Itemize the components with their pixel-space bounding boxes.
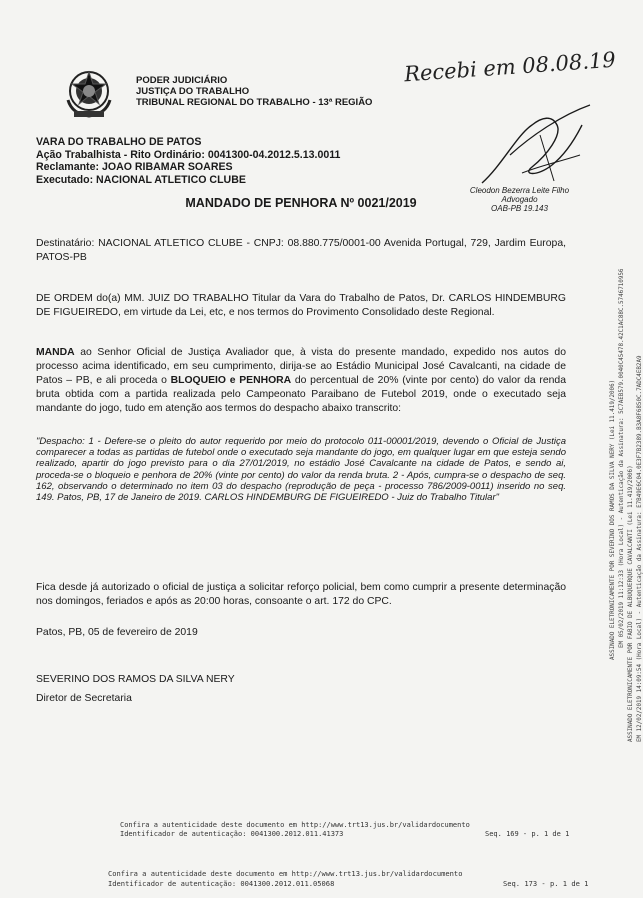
lawyer-name: Cleodon Bezerra Leite Filho bbox=[469, 186, 570, 195]
case-line: Executado: NACIONAL ATLETICO CLUBE bbox=[36, 173, 246, 186]
handwritten-receipt: Recebi em 08.08.19 bbox=[403, 47, 617, 87]
signer-block bbox=[36, 670, 235, 708]
case-line: Ação Trabalhista - Rito Ordinário: 0041300-04.2012.5.13.0011 bbox=[36, 148, 341, 161]
side-stamp: EM 05/02/2019 11:12:33 (Hora Local) - Autenticação da Assinatura: 5C7AEB579.0040C45478.42C1AC88C.5746710956 bbox=[619, 268, 625, 648]
document-title: MANDADO DE PENHORA Nº 0021/2019 bbox=[185, 196, 417, 210]
recipient-block: Destinatário: NACIONAL ATLETICO CLUBE - CNPJ: 08.880.775/0001-00 Avenida Portugal, 729, Jardim Europa, PATOS-PB bbox=[36, 238, 566, 263]
case-info bbox=[36, 136, 340, 186]
side-stamp: EM 12/02/2019 14:09:54 (Hora Local) - Autenticação da Assinatura: E7B49E6C04.0E3F7B2389.B3A8F6850C.7ADC4EB2A9 bbox=[637, 355, 643, 742]
lawyer-oab: OAB-PB 19.143 bbox=[491, 204, 548, 213]
side-stamp: ASSINADO ELETRONICAMENTE POR FABIO DE ALBUQUERQUE CAVALCANTI (Lei 11.419/2006) bbox=[628, 465, 634, 742]
date-line: Patos, PB, 05 de fevereiro de 2019 bbox=[36, 627, 198, 638]
footer-id-line: Identificador de autenticação: 0041300.2012.011.41373 bbox=[120, 830, 344, 838]
court-header bbox=[136, 75, 372, 108]
side-stamp: ASSINADO ELETRONICAMENTE POR SEVERINO DOS RAMOS DA SILVA NERY (Lei 11.419/2006) bbox=[610, 379, 616, 660]
signer-title: Diretor de Secretaria bbox=[36, 693, 132, 704]
outer-footer bbox=[108, 869, 589, 888]
case-line: VARA DO TRABALHO DE PATOS bbox=[36, 136, 202, 148]
footer-seq: Seq. 169 - p. 1 de 1 bbox=[485, 830, 570, 838]
court-line: TRIBUNAL REGIONAL DO TRABALHO - 13ª REGIÃO bbox=[136, 97, 373, 108]
court-line: PODER JUDICIÁRIO bbox=[136, 75, 228, 86]
inner-footer bbox=[120, 821, 570, 839]
signer-name: SEVERINO DOS RAMOS DA SILVA NERY bbox=[36, 674, 235, 685]
dispatch-quote: "Despacho: 1 - Defere-se o pleito do autor requerido por meio do protocolo 011-00001/2019, devendo o Oficial de Justiça comparecer a todas as partidas de futebol onde o executado seja mandante do jogo, em qualquer lugar em que esteja sendo realizado, apartir do jogo previsto para o dia 27/01/2019, no estádio José Cavalcante na cidade de Patos, e sendo ai, proceda-se o bloqueio e penhora de 20% (vinte por cento) do valor da renda bruta. 2 - Após, cumpra-se o despacho de seq. 162, observando o determinado no item 03 do despacho (reprodução de peça - processo 786/2009-0011) inserido no seq. 149. Patos, PB, 17 de Janeiro de 2019. CARLOS HINDEMBURG DE FIGUEIREDO - Juiz do Trabalho Titular" bbox=[36, 436, 566, 504]
mandate-lead: MANDA bbox=[36, 347, 75, 358]
mandate-text-b: do percentual de 20% (vinte por cento) do valor da renda bruta obtida com a partida realizada pelo Campeonato Paraibano de Futebol 2019, onde o executado seja mandante do jogo, tudo em atenção aos termos do despacho abaixo transcrito: bbox=[36, 375, 566, 414]
mandate-paragraph bbox=[36, 346, 566, 416]
order-paragraph: DE ORDEM do(a) MM. JUIZ DO TRABALHO Titular da Vara do Trabalho de Patos, Dr. CARLOS HINDEMBURG DE FIGUEIREDO, em virtude da Lei, etc, e nos termos do Provimento Consolidado deste Regional. bbox=[36, 293, 566, 318]
footer-id-line: Identificador de autenticação: 0041300.2012.011.05068 bbox=[108, 878, 335, 888]
footer-verify-line: Confira a autenticidade deste documento em http://www.trt13.jus.br/validardocumento bbox=[120, 821, 470, 829]
mandate-text-a: ao Senhor Oficial de Justiça Avaliador que, à vista do presente mandado, expedido nos autos do processo acima identificado, em seu cumprimento, dirija-se ao Estádio Municipal José Cavalcanti, na cidade de Patos – PB, e ali proceda o bbox=[36, 347, 566, 386]
coat-of-arms-icon bbox=[60, 64, 118, 122]
mandate-bold: BLOQUEIO e PENHORA bbox=[170, 375, 292, 386]
footer-seq: Seq. 173 - p. 1 de 1 bbox=[503, 878, 589, 888]
authorization-paragraph: Fica desde já autorizado o oficial de justiça a solicitar reforço policial, bem como cumprir a presente determinação nos domingos, feriados e após as 20:00 horas, consoante o art. 172 do CPC. bbox=[36, 582, 566, 607]
footer-verify-line: Confira a autenticidade deste documento em http://www.trt13.jus.br/validardocumento bbox=[108, 869, 463, 878]
case-line: Reclamante: JOAO RIBAMAR SOARES bbox=[36, 161, 233, 173]
lawyer-signature-icon bbox=[462, 95, 612, 195]
lawyer-role: Advogado bbox=[501, 195, 538, 204]
court-line: JUSTIÇA DO TRABALHO bbox=[136, 86, 250, 97]
